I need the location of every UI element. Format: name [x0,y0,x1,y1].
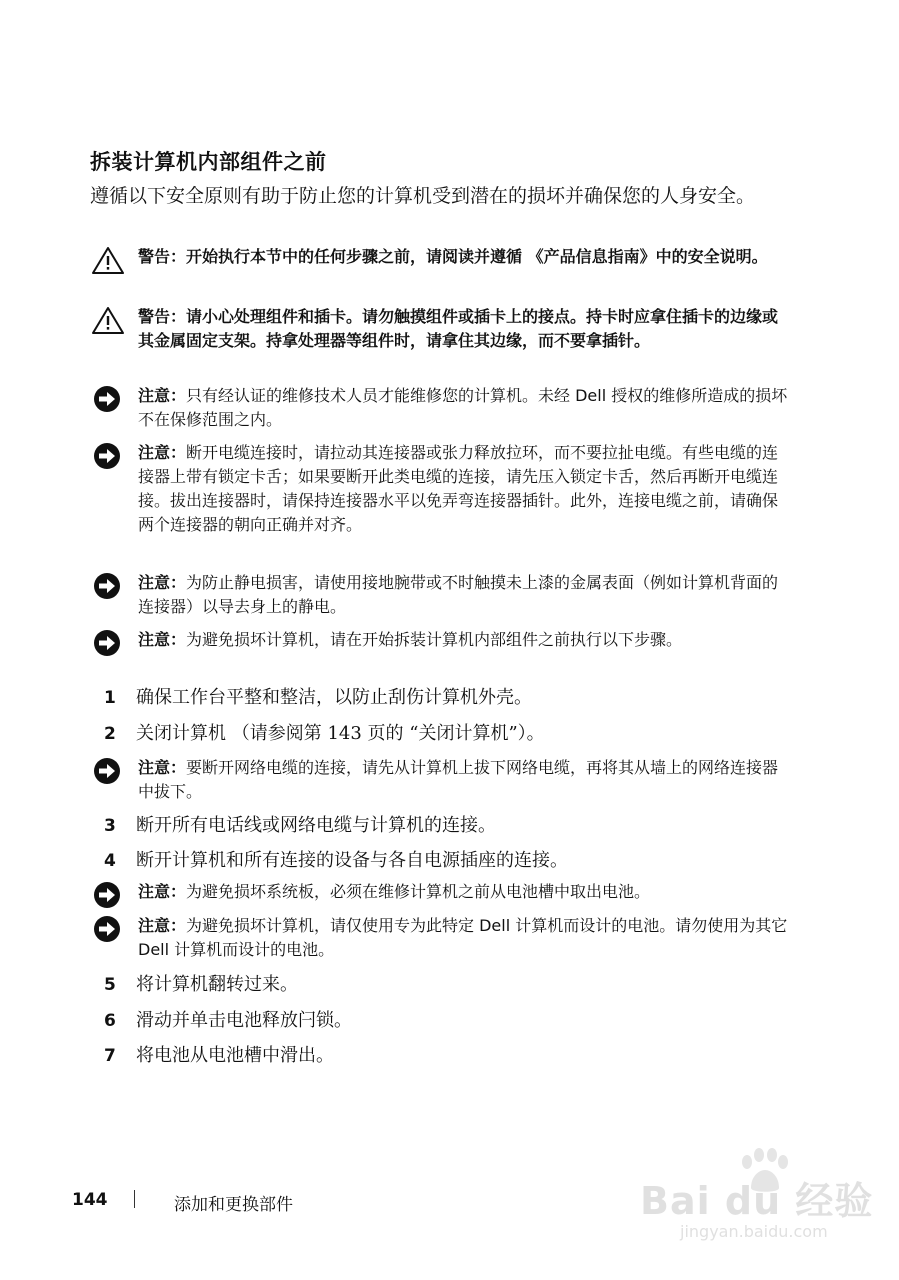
step-text: 将计算机翻转过来。 [136,974,298,995]
note-label: 注意： [138,573,187,592]
notice-note [90,628,790,658]
note-text: 为避免损坏计算机，请在开始拆装计算机内部组件之前执行以下步骤。 [186,630,683,649]
note-text: 为避免损坏计算机，请仅使用专为此特定 Dell 计算机而设计的电池。请勿使用为其它 Dell 计算机而设计的电池。 [138,916,788,959]
warning-triangle-icon [90,305,138,335]
warning-triangle-icon [90,245,138,275]
notice-circle-icon [90,628,138,658]
note-body [138,571,790,619]
note-label: 注意： [138,882,187,901]
baidu-jingyan-watermark [640,1160,880,1250]
note-label: 警告： [138,307,187,326]
note-text: 为避免损坏系统板，必须在维修计算机之前从电池槽中取出电池。 [186,882,651,901]
note-label: 注意： [138,916,187,935]
notice-circle-icon [90,756,138,786]
watermark-url: jingyan.baidu.com [680,1222,828,1241]
warning-note [90,305,790,353]
note-text: 请小心处理组件和插卡。请勿触摸组件或插卡上的接点。持卡时应拿住插卡的边缘或其金属固定支架。持拿处理器等组件时，请拿住其边缘，而不要拿插针。 [138,307,779,350]
note-body [138,245,790,269]
warning-note [90,245,790,275]
note-body [138,756,790,804]
notice-circle-icon [90,441,138,471]
intro-paragraph: 遵循以下安全原则有助于防止您的计算机受到潜在的损坏并确保您的人身安全。 [90,185,756,207]
notice-circle-icon [90,880,138,910]
notice-note [90,571,790,619]
step-number: 4 [104,851,116,871]
step-text: 关闭计算机 （请参阅第 143 页的 “关闭计算机”）。 [136,723,545,744]
step-number: 3 [104,816,116,836]
step-text: 断开计算机和所有连接的设备与各自电源插座的连接。 [136,850,568,871]
note-body [138,305,790,353]
notice-note [90,384,790,432]
footer-section-title: 添加和更换部件 [174,1195,293,1215]
notice-circle-icon [90,384,138,414]
step-number: 7 [104,1046,116,1066]
step-number: 2 [104,724,116,744]
notice-note [90,756,790,804]
note-label: 注意： [138,386,187,405]
step-text: 断开所有电话线或网络电缆与计算机的连接。 [136,815,496,836]
note-text: 开始执行本节中的任何步骤之前，请阅读并遵循 《产品信息指南》中的安全说明。 [186,247,768,266]
step-number: 5 [104,975,116,995]
section-heading: 拆装计算机内部组件之前 [90,150,327,174]
note-body [138,384,790,432]
page-number: 144 [72,1190,108,1210]
note-body [138,880,790,904]
notice-circle-icon [90,571,138,601]
note-body [138,628,790,652]
note-label: 注意： [138,630,187,649]
step-text: 将电池从电池槽中滑出。 [136,1045,334,1066]
note-label: 警告： [138,247,187,266]
notice-note [90,880,790,910]
note-label: 注意： [138,758,187,777]
note-text: 断开电缆连接时，请拉动其连接器或张力释放拉环，而不要拉扯电缆。有些电缆的连接器上带有锁定卡舌；如果要断开此类电缆的连接，请先压入锁定卡舌，然后再断开电缆连接。拔出连接器时，请保持连接器水平以免弄弯连接器插针。此外，连接电缆之前，请确保两个连接器的朝向正确并对齐。 [138,443,779,534]
notice-note [90,441,790,537]
footer-divider [134,1190,135,1208]
note-text: 为防止静电损害，请使用接地腕带或不时触摸未上漆的金属表面（例如计算机背面的连接器）以导去身上的静电。 [138,573,779,616]
note-text: 只有经认证的维修技术人员才能维修您的计算机。未经 Dell 授权的维修所造成的损坏不在保修范围之内。 [138,386,788,429]
note-text: 要断开网络电缆的连接，请先从计算机上拔下网络电缆，再将其从墙上的网络连接器中拔下。 [138,758,779,801]
note-body [138,441,790,537]
note-label: 注意： [138,443,187,462]
notice-circle-icon [90,914,138,944]
step-text: 滑动并单击电池释放闩锁。 [136,1010,352,1031]
step-text: 确保工作台平整和整洁，以防止刮伤计算机外壳。 [136,687,532,708]
step-number: 6 [104,1011,116,1031]
step-number: 1 [104,688,116,708]
watermark-logo-text: Bai du 经验 [640,1179,874,1223]
notice-note [90,914,790,962]
note-body [138,914,790,962]
